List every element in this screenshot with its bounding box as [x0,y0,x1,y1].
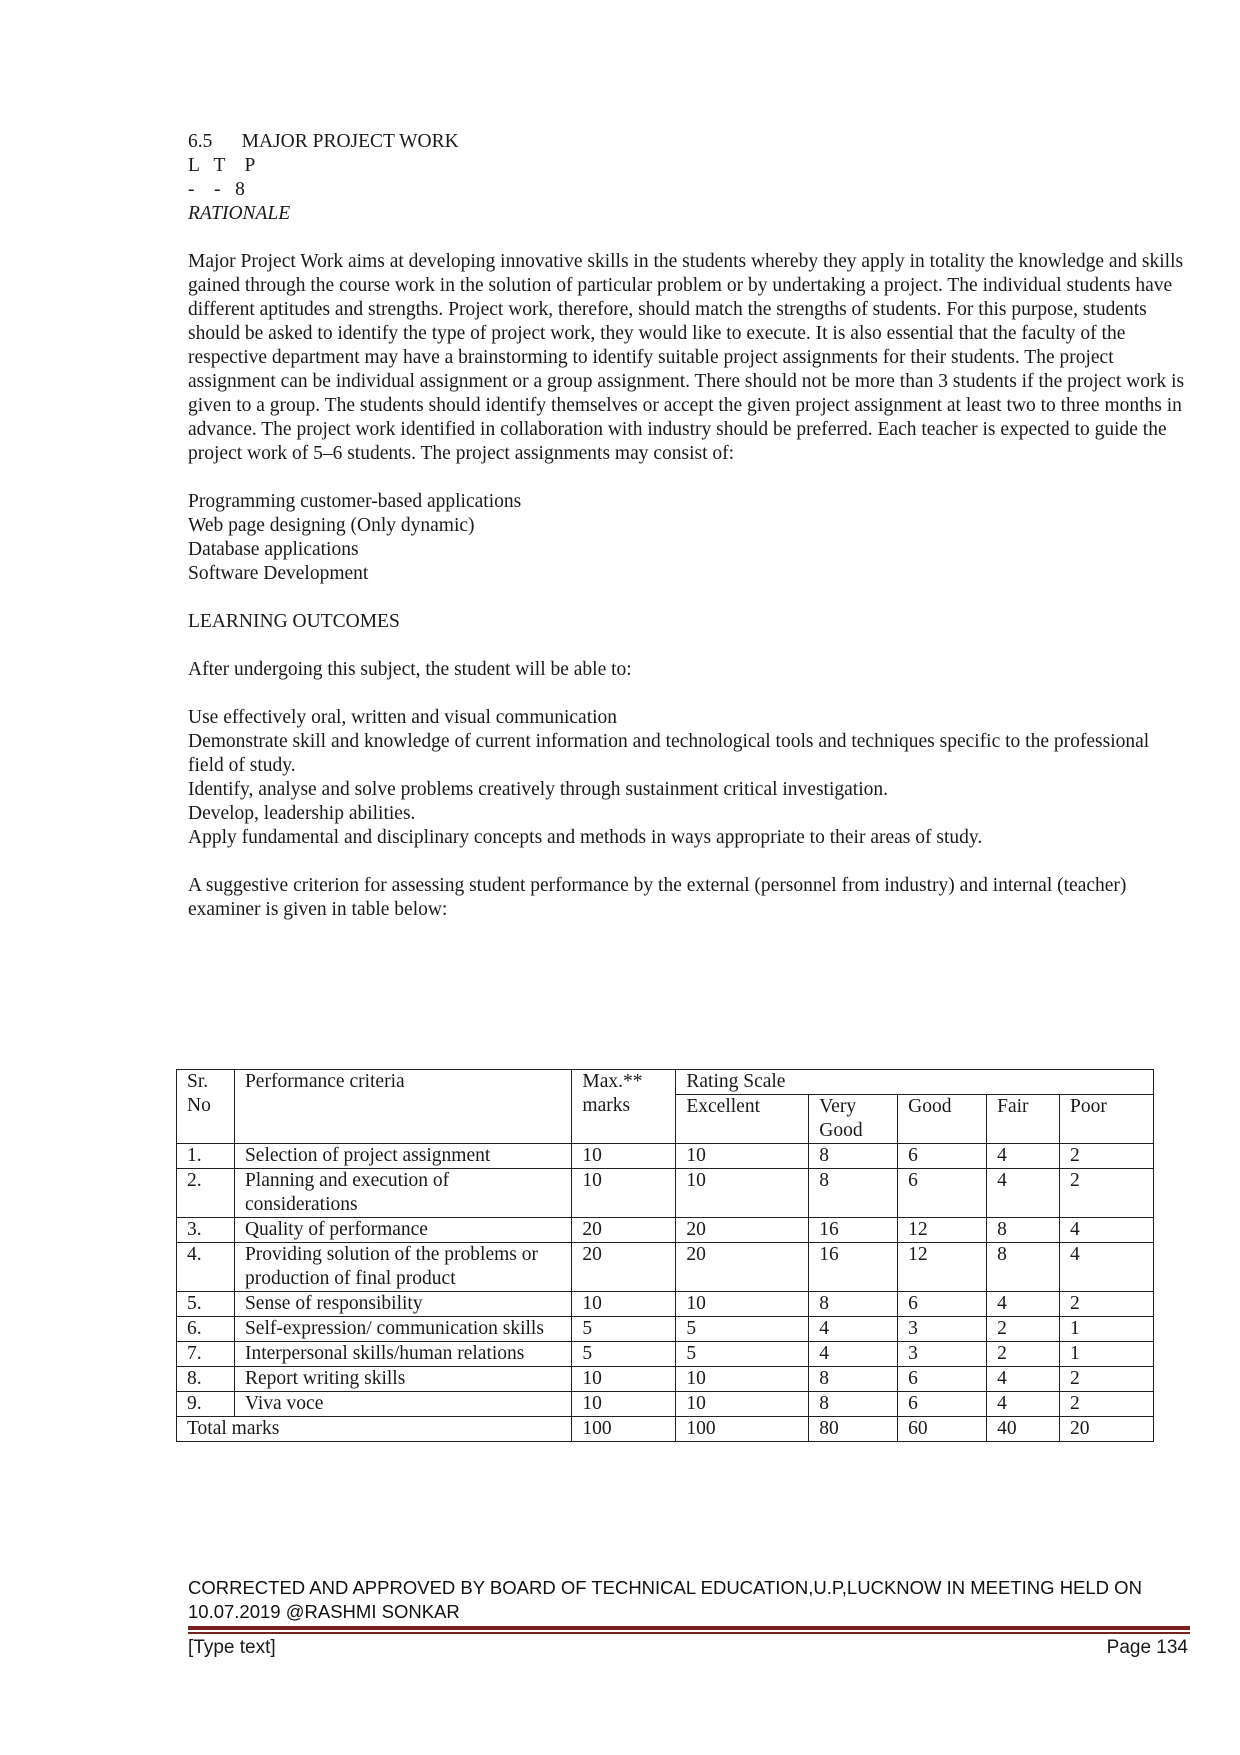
table-row [177,1169,1154,1218]
cell-good: 6 [898,1367,987,1392]
cell-sr: 8. [177,1367,235,1392]
cell-criteria: Quality of performance [234,1218,571,1243]
page-number: Page 134 [1106,1637,1188,1658]
page-content [188,130,1188,922]
list-item: Demonstrate skill and knowledge of current information and technological tools and techniques specific to the professional field of study. [188,731,1150,776]
cell-fair: 4 [987,1292,1060,1317]
table-row [177,1392,1154,1417]
section-title: MAJOR PROJECT WORK [241,131,459,152]
cell-very-good: 8 [809,1292,898,1317]
cell-poor: 1 [1060,1342,1154,1367]
header-max-marks: Max.** marks [572,1070,676,1144]
cell-criteria: Self-expression/ communication skills [234,1317,571,1342]
cell-very-good: 4 [809,1317,898,1342]
cell-fair: 2 [987,1317,1060,1342]
cell-max: 10 [572,1392,676,1417]
cell-criteria: Report writing skills [234,1367,571,1392]
approval-note: CORRECTED AND APPROVED BY BOARD OF TECHNICAL EDUCATION,U.P,LUCKNOW IN MEETING HELD ON 10.07.2019 @RASHMI SONKAR [188,1577,1142,1622]
total-label: Total marks [177,1417,572,1442]
section-number: 6.5 [188,131,213,152]
cell-sr: 6. [177,1317,235,1342]
cell-good: 12 [898,1243,987,1292]
rationale-paragraph: Major Project Work aims at developing innovative skills in the students whereby they apply in totality the knowledge and skills gained through the course work in the solution of particular problem or by undertaking a project. The individual students have different aptitudes and strengths. Project work, therefore, should match the strengths of students. For this purpose, students should be asked to identify the type of project work, they would like to execute. It is also essential that the faculty of the respective department may have a brainstorming to identify suitable project assignments for their students. The project assignment can be individual assignment or a group assignment. There should not be more than 3 students if the project work is given to a group. The students should identify themselves or accept the given project assignment at least two to three months in advance. The project work identified in collaboration with industry should be preferred. Each teacher is expected to guide the project work of 5–6 students. The project assignments may consist of: [188,251,1185,464]
cell-max: 10 [572,1169,676,1218]
table-total-row [177,1417,1154,1442]
cell-excellent: 20 [676,1218,809,1243]
cell-max: 5 [572,1317,676,1342]
cell-sr: 4. [177,1243,235,1292]
cell-very-good: 8 [809,1367,898,1392]
cell-very-good: 8 [809,1392,898,1417]
cell-criteria: Selection of project assignment [234,1144,571,1169]
cell-max: 20 [572,1218,676,1243]
list-item: Use effectively oral, written and visual communication [188,707,618,728]
table-row [177,1342,1154,1367]
header-performance-criteria: Performance criteria [234,1070,571,1144]
cell-fair: 2 [987,1342,1060,1367]
cell-max: 10 [572,1367,676,1392]
table-row [177,1144,1154,1169]
header-fair: Fair [987,1095,1060,1144]
assessment-table [176,1069,1154,1442]
cell-excellent: 10 [676,1292,809,1317]
total-fair: 40 [987,1417,1060,1442]
table-row [177,1292,1154,1317]
cell-excellent: 5 [676,1342,809,1367]
total-very-good: 80 [809,1417,898,1442]
header-good: Good [898,1095,987,1144]
cell-sr: 7. [177,1342,235,1367]
header-poor: Poor [1060,1095,1154,1144]
section-heading [188,130,1188,154]
cell-poor: 4 [1060,1243,1154,1292]
list-item: Database applications [188,539,359,560]
cell-good: 12 [898,1218,987,1243]
footer-rule-thin [188,1632,1190,1634]
list-item: Develop, leadership abilities. [188,803,416,824]
cell-poor: 4 [1060,1218,1154,1243]
cell-very-good: 8 [809,1144,898,1169]
total-poor: 20 [1060,1417,1154,1442]
cell-good: 6 [898,1392,987,1417]
list-item: Apply fundamental and disciplinary concepts and methods in ways appropriate to their areas of study. [188,827,983,848]
cell-sr: 9. [177,1392,235,1417]
cell-sr: 2. [177,1169,235,1218]
cell-good: 3 [898,1342,987,1367]
cell-poor: 1 [1060,1317,1154,1342]
learning-outcomes-heading: LEARNING OUTCOMES [188,611,400,632]
cell-fair: 4 [987,1392,1060,1417]
cell-excellent: 5 [676,1317,809,1342]
header-rating-scale: Rating Scale [676,1070,1154,1095]
learning-outcomes-intro: After undergoing this subject, the student will be able to: [188,659,632,680]
ltp-values: - - 8 [188,179,245,200]
cell-very-good: 16 [809,1243,898,1292]
cell-criteria: Providing solution of the problems or production of final product [234,1243,571,1292]
cell-fair: 8 [987,1243,1060,1292]
cell-criteria: Interpersonal skills/human relations [234,1342,571,1367]
cell-good: 6 [898,1144,987,1169]
cell-excellent: 20 [676,1243,809,1292]
cell-sr: 5. [177,1292,235,1317]
table-header-row-1 [177,1070,1154,1095]
header-very-good: Very Good [809,1095,898,1144]
assessment-intro: A suggestive criterion for assessing student performance by the external (personnel from industry) and internal (teacher) examiner is given in table below: [188,875,1127,920]
cell-criteria: Planning and execution of considerations [234,1169,571,1218]
footer-placeholder-text: [Type text] [188,1637,276,1658]
cell-excellent: 10 [676,1169,809,1218]
cell-max: 20 [572,1243,676,1292]
cell-very-good: 8 [809,1169,898,1218]
ltp-header: L T P [188,155,256,176]
cell-fair: 4 [987,1367,1060,1392]
learning-outcomes-list [188,706,1188,850]
cell-sr: 3. [177,1218,235,1243]
cell-fair: 4 [987,1144,1060,1169]
rationale-heading: RATIONALE [188,203,291,224]
total-max: 100 [572,1417,676,1442]
cell-fair: 4 [987,1169,1060,1218]
cell-poor: 2 [1060,1292,1154,1317]
table-row [177,1243,1154,1292]
table-row [177,1367,1154,1392]
header-excellent: Excellent [676,1095,809,1144]
cell-poor: 2 [1060,1392,1154,1417]
list-item: Programming customer-based applications [188,491,522,512]
list-item: Web page designing (Only dynamic) [188,515,475,536]
cell-fair: 8 [987,1218,1060,1243]
total-good: 60 [898,1417,987,1442]
footer-rule-thick [188,1626,1190,1630]
cell-max: 5 [572,1342,676,1367]
cell-criteria: Viva voce [234,1392,571,1417]
cell-good: 6 [898,1292,987,1317]
cell-poor: 2 [1060,1169,1154,1218]
list-item: Identify, analyse and solve problems creatively through sustainment critical investigation. [188,779,889,800]
cell-good: 3 [898,1317,987,1342]
list-item: Software Development [188,563,369,584]
cell-max: 10 [572,1292,676,1317]
cell-very-good: 16 [809,1218,898,1243]
cell-excellent: 10 [676,1367,809,1392]
table-row [177,1218,1154,1243]
cell-very-good: 4 [809,1342,898,1367]
cell-criteria: Sense of responsibility [234,1292,571,1317]
cell-good: 6 [898,1169,987,1218]
total-excellent: 100 [676,1417,809,1442]
cell-excellent: 10 [676,1392,809,1417]
cell-poor: 2 [1060,1367,1154,1392]
table-row [177,1317,1154,1342]
cell-excellent: 10 [676,1144,809,1169]
cell-poor: 2 [1060,1144,1154,1169]
cell-max: 10 [572,1144,676,1169]
header-sr-no: Sr. No [177,1070,235,1144]
assignments-list [188,490,1188,586]
cell-sr: 1. [177,1144,235,1169]
